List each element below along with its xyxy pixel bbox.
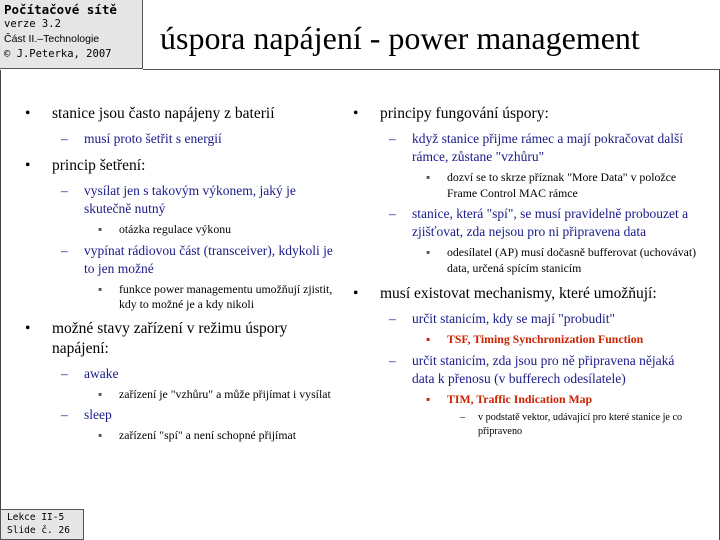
sub-text: určit stanicím, kdy se mají "probudit" <box>412 311 615 326</box>
bullet-text: principy fungování úspory: <box>380 105 549 122</box>
bullet-text: stanice jsou často napájeny z baterií <box>52 105 275 122</box>
bullet-item <box>22 319 340 359</box>
bullet-text: musí existovat mechanismy, které umožňují: <box>380 285 657 302</box>
detail-text: TIM, Traffic Indication Map <box>447 391 593 406</box>
small-bullet-icon: ▪ <box>98 281 103 296</box>
small-bullet-icon: ▪ <box>98 222 103 236</box>
small-bullet-icon: ▪ <box>98 386 103 401</box>
detail-item <box>22 282 340 313</box>
small-bullet-icon: ▪ <box>426 332 431 346</box>
sub-item <box>22 182 340 218</box>
note-text: v podstatě vektor, udávající pro které stanice je co připraveno <box>478 412 683 437</box>
lesson-number: Lekce II-5 <box>7 512 65 523</box>
small-bullet-icon: ▪ <box>426 245 431 259</box>
dash-icon: – <box>389 311 396 326</box>
detail-text: odesílatel (AP) musí dočasně bufferovat (uchovávat) data, určená spícím stanicím <box>447 245 697 275</box>
course-name: Počítačové sítě <box>4 2 117 17</box>
dash-icon: – <box>460 412 466 423</box>
detail-item <box>22 428 340 444</box>
sub-text: awake <box>84 365 119 381</box>
slide-number: Slide č. 26 <box>7 524 70 536</box>
detail-item <box>350 170 698 201</box>
detail-text: zařízení je "vzhůru" a může přijímat i vysílat <box>119 386 331 401</box>
part-text: Část II.–Technologie <box>4 33 100 45</box>
dash-icon: – <box>389 131 396 146</box>
sub-item <box>350 352 698 388</box>
detail-text: zařízení "spí" a není schopné přijímat <box>119 428 297 442</box>
small-bullet-icon: ▪ <box>426 170 431 184</box>
detail-item <box>350 245 698 276</box>
right-column <box>350 104 698 440</box>
detail-item-highlight <box>350 332 698 348</box>
detail-item <box>22 222 340 238</box>
bullet-dot-icon: • <box>25 157 31 174</box>
detail-text: TSF, Timing Synchronization Function <box>447 332 644 346</box>
bullet-text: princip šetření: <box>52 157 146 174</box>
version-text: verze 3.2 <box>4 18 61 30</box>
slide-title: úspora napájení - power management <box>160 20 640 56</box>
bullet-text: možné stavy zařízení v režimu úspory napájení: <box>52 319 288 357</box>
sub-item <box>22 365 340 383</box>
sub-text: když stanice přijme rámec a mají pokračovat další rámce, zůstane "vzhůru" <box>412 131 684 164</box>
detail-text: funkce power managementu umožňují zjistit, kdy to možné je a kdy nikoli <box>119 281 333 311</box>
sub-text: určit stanicím, zda jsou pro ně připravena nějaká data k přenosu (v bufferech odesílatele) <box>412 352 675 386</box>
header-divider <box>143 69 720 70</box>
dash-icon: – <box>61 183 68 198</box>
bullet-dot-icon: • <box>353 285 359 302</box>
dash-icon: – <box>389 206 396 221</box>
bullet-dot-icon: • <box>25 319 31 337</box>
small-bullet-icon: ▪ <box>426 391 431 406</box>
slide-footer-box <box>0 509 84 540</box>
sub-text: vypínat rádiovou část (transceiver), kdykoli je to jen možné <box>84 242 333 276</box>
bullet-item <box>350 284 698 304</box>
dash-icon: – <box>61 131 68 146</box>
bullet-dot-icon: • <box>353 105 359 122</box>
dash-icon: – <box>61 365 68 381</box>
left-column <box>22 104 340 448</box>
sub-item <box>22 130 340 148</box>
bullet-dot-icon: • <box>25 105 31 122</box>
sub-item <box>350 310 698 328</box>
note-item <box>350 411 698 438</box>
sub-item <box>350 205 698 241</box>
sub-item <box>22 242 340 278</box>
dash-icon: – <box>61 242 68 258</box>
detail-text: otázka regulace výkonu <box>119 222 232 236</box>
detail-item-highlight <box>350 392 698 408</box>
sub-text: vysílat jen s takovým výkonem, jaký je skutečně nutný <box>84 183 296 216</box>
bullet-item <box>350 104 698 124</box>
bullet-item <box>22 156 340 176</box>
dash-icon: – <box>389 352 396 368</box>
sub-text: sleep <box>84 407 112 422</box>
bullet-item <box>22 104 340 124</box>
sub-item <box>22 406 340 424</box>
detail-text: dozví se to skrze příznak "More Data" v položce Frame Control MAC rámce <box>447 170 677 200</box>
small-bullet-icon: ▪ <box>98 428 103 442</box>
author-text: © J.Peterka, 2007 <box>4 48 112 60</box>
course-info-box <box>0 0 143 69</box>
detail-item <box>22 387 340 403</box>
sub-item <box>350 130 698 166</box>
dash-icon: – <box>61 407 68 422</box>
sub-text: stanice, která "spí", se musí pravidelně probouzet a zjišťovat, zda nejsou pro ni připravena data <box>412 206 689 239</box>
sub-text: musí proto šetřit s energií <box>84 131 222 146</box>
